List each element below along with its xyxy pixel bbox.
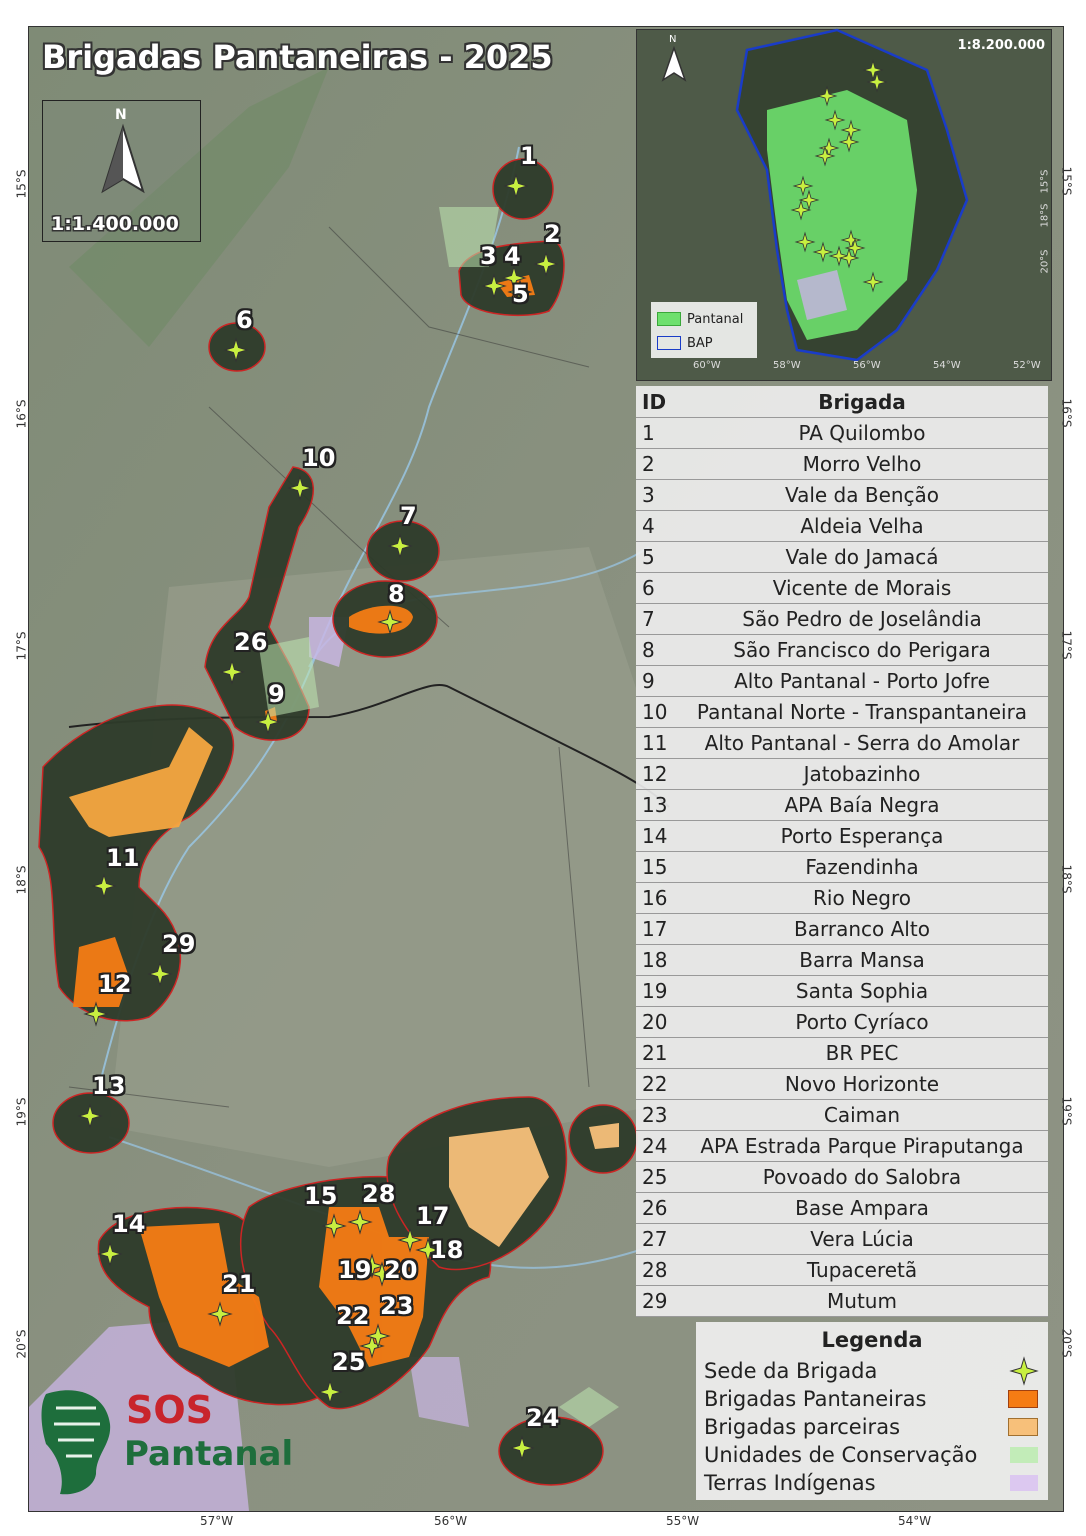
brigade-id-label: 12 [98,970,132,998]
brigade-star-icon[interactable] [388,534,412,558]
inset-star-icon [817,86,837,106]
table-row [636,417,1048,449]
lon-label-56: 56°W [434,1514,468,1528]
brigade-id-label: 18 [430,1236,464,1264]
inset-star-icon [795,232,815,252]
table-row [636,634,1048,666]
logo-sos: SOS [126,1388,214,1432]
inset-legend-bap [657,334,713,352]
inset-legend [651,302,757,358]
table-cell-id: 23 [642,1102,668,1127]
inset-legend-pantanal [657,310,743,328]
table-row [636,1285,1048,1317]
lat-label-17: 17°S [14,631,29,661]
legend-label: Brigadas parceiras [704,1415,901,1439]
legend-item-uc [704,1442,1044,1468]
lat-label-right-19: 19°S [1059,1096,1074,1126]
legend-label: Terras Indígenas [704,1471,876,1495]
legend-swatch [1010,1475,1038,1491]
brigade-id-label: 1 [520,142,537,170]
brigade-id-label: 17 [416,1202,450,1230]
table-header-name: Brigada [818,389,906,414]
table-row [636,758,1048,790]
brigade-id-label: 20 [384,1256,418,1284]
brigade-star-icon[interactable] [208,1302,232,1326]
brigade-star-icon[interactable] [348,1210,372,1234]
brigade-id-label: 14 [112,1210,146,1238]
north-label: N [115,107,127,123]
brigade-id-label: 9 [268,680,285,708]
brigade-id-label: 24 [526,1404,560,1432]
table-row [636,727,1048,759]
brigade-star-icon[interactable] [378,610,402,634]
table-row [636,944,1048,976]
inset-star-icon [839,132,859,152]
brigade-table [636,386,1048,1316]
table-row [636,789,1048,821]
table-cell-name: PA Quilombo [798,420,926,445]
table-cell-name: Vale da Benção [784,482,940,507]
table-cell-id: 8 [642,637,655,662]
table-cell-name: Rio Negro [812,885,912,910]
table-row [636,572,1048,604]
lat-label-right-20: 20°S [1059,1328,1074,1358]
lon-label-55: 55°W [666,1514,700,1528]
table-cell-id: 14 [642,823,668,848]
brigade-id-label: 28 [362,1180,396,1208]
brigade-star-icon[interactable] [288,476,312,500]
inset-star-icon [839,248,859,268]
jaguar-icon [36,1384,116,1500]
brigade-id-label: 29 [162,930,196,958]
lat-label-right-17: 17°S [1059,630,1074,660]
table-cell-name: Porto Cyríaco [795,1009,929,1034]
lat-label-19: 19°S [14,1097,29,1127]
table-cell-name: Mutum [827,1288,897,1313]
table-row [636,510,1048,542]
table-row [636,820,1048,852]
table-row [636,665,1048,697]
legend-label: Sede da Brigada [704,1359,878,1383]
table-header-id: ID [642,389,667,414]
scale-text: 1:1.400.000 [51,213,179,235]
table-cell-id: 18 [642,947,668,972]
lon-label-54: 54°W [898,1514,932,1528]
brigade-star-icon[interactable] [510,1436,534,1460]
brigade-id-label: 11 [106,844,140,872]
inset-star-icon [813,242,833,262]
brigade-id-label: 22 [336,1302,370,1330]
inset-lon-label: 60°W [693,360,721,371]
table-row [636,913,1048,945]
brigade-star-icon[interactable] [98,1242,122,1266]
inset-legend-label: BAP [687,335,713,351]
brigade-star-icon[interactable] [366,1324,390,1348]
pantanal-swatch [657,312,681,326]
table-cell-name: Pantanal Norte - Transpantaneira [696,699,1028,724]
table-cell-name: Santa Sophia [795,978,929,1003]
table-row [636,1068,1048,1100]
brigade-star-icon[interactable] [318,1380,342,1404]
legend-item-ti [704,1470,1044,1496]
table-cell-id: 25 [642,1164,668,1189]
brigade-id-label: 5 [512,280,529,308]
brigade-star-icon[interactable] [256,710,280,734]
brigade-id-label: 13 [92,1072,126,1100]
table-cell-name: Povoado do Salobra [762,1164,962,1189]
table-cell-id: 9 [642,668,655,693]
brigade-id-label: 23 [380,1292,414,1320]
inset-lat-label: 15°S [1039,169,1051,194]
brigade-id-label: 25 [332,1348,366,1376]
inset-lat-label: 18°S [1039,203,1051,228]
table-row [636,1006,1048,1038]
inset-star-icon [791,200,811,220]
inset-lon-label: 54°W [933,360,961,371]
table-cell-id: 6 [642,575,655,600]
table-cell-id: 28 [642,1257,668,1282]
table-cell-name: Novo Horizonte [784,1071,940,1096]
inset-lon-label: 52°W [1013,360,1041,371]
lat-label-right-16: 16°S [1059,398,1074,428]
brigade-star-icon[interactable] [78,1104,102,1128]
brigade-id-label: 7 [400,502,417,530]
north-arrow-box [42,100,201,242]
logo-pantanal: Pantanal [124,1434,294,1474]
brigade-star-icon[interactable] [504,174,528,198]
brigade-star-icon[interactable] [148,962,172,986]
table-cell-name: BR PEC [825,1040,899,1065]
table-row [636,448,1048,480]
table-row [636,1223,1048,1255]
star-icon [1010,1357,1038,1385]
lat-label-15: 15°S [14,169,29,199]
legend-title: Legenda [821,1328,923,1352]
table-cell-name: Tupaceretã [806,1257,918,1282]
bap-swatch [657,336,681,350]
legend-swatch [1008,1390,1038,1408]
brigade-id-label: 8 [388,580,405,608]
lon-label-57: 57°W [200,1514,234,1528]
table-cell-id: 5 [642,544,655,569]
table-cell-id: 24 [642,1133,668,1158]
lat-label-16: 16°S [14,399,29,429]
table-cell-id: 10 [642,699,668,724]
table-cell-id: 15 [642,854,668,879]
table-cell-name: Caiman [823,1102,901,1127]
table-cell-id: 20 [642,1009,668,1034]
table-cell-id: 2 [642,451,655,476]
table-cell-id: 4 [642,513,655,538]
table-row [636,1099,1048,1131]
table-cell-name: APA Baía Negra [784,792,940,817]
table-cell-id: 26 [642,1195,668,1220]
inset-north-label: N [669,34,677,45]
table-row [636,1254,1048,1286]
table-cell-name: Porto Esperança [780,823,944,848]
table-cell-id: 29 [642,1288,668,1313]
brigade-star-icon[interactable] [224,338,248,362]
lat-label-18: 18°S [14,865,29,895]
inset-lon-label: 58°W [773,360,801,371]
table-row [636,1037,1048,1069]
table-cell-id: 17 [642,916,668,941]
legend-item-parceiras [704,1414,1044,1440]
table-cell-name: Base Ampara [795,1195,929,1220]
table-row [636,1192,1048,1224]
brigade-id-label: 10 [302,444,336,472]
brigade-id-label: 4 [504,242,521,270]
table-row [636,882,1048,914]
inset-lon-label: 56°W [853,360,881,371]
inset-star-icon [815,146,835,166]
inset-star-icon [863,272,883,292]
map-title: Brigadas Pantaneiras - 2025 [42,38,553,76]
legend-label: Unidades de Conservação [704,1443,978,1467]
table-cell-id: 7 [642,606,655,631]
table-cell-id: 1 [642,420,655,445]
table-cell-id: 11 [642,730,668,755]
brigade-star-icon[interactable] [92,874,116,898]
brigade-id-label: 19 [338,1256,372,1284]
brigade-star-icon[interactable] [84,1002,108,1026]
table-cell-name: Vale do Jamacá [785,544,939,569]
table-cell-name: Vera Lúcia [810,1226,914,1251]
table-cell-name: Barra Mansa [799,947,925,972]
table-cell-name: Aldeia Velha [800,513,924,538]
table-row [636,851,1048,883]
table-row [636,1130,1048,1162]
legend-swatch [1010,1447,1038,1463]
table-cell-name: Jatobazinho [803,761,921,786]
table-cell-name: Barranco Alto [794,916,930,941]
table-row [636,1161,1048,1193]
lat-label-right-15: 15°S [1059,166,1074,196]
brigade-star-icon[interactable] [322,1214,346,1238]
table-cell-name: Alto Pantanal - Serra do Amolar [704,730,1020,755]
table-row [636,603,1048,635]
table-row [636,696,1048,728]
legend-item-sede [704,1358,1044,1384]
table-cell-id: 3 [642,482,655,507]
lat-label-right-18: 18°S [1059,864,1074,894]
brigade-id-label: 15 [304,1182,338,1210]
brigade-id-label: 21 [222,1270,256,1298]
table-cell-name: Vicente de Morais [772,575,952,600]
table-cell-id: 19 [642,978,668,1003]
inset-scale: 1:8.200.000 [957,38,1045,53]
inset-map [636,29,1052,381]
inset-north-arrow-icon [659,40,689,84]
table-cell-id: 21 [642,1040,668,1065]
brigade-star-icon[interactable] [534,252,558,276]
table-cell-id: 22 [642,1071,668,1096]
brigade-star-icon[interactable] [220,660,244,684]
table-row [636,479,1048,511]
brigade-id-label: 3 [480,242,497,270]
inset-lat-label: 20°S [1039,249,1051,274]
table-cell-id: 13 [642,792,668,817]
table-cell-name: Morro Velho [802,451,922,476]
brigade-id-label: 2 [544,220,561,248]
table-row [636,975,1048,1007]
table-cell-id: 12 [642,761,668,786]
sos-pantanal-logo [36,1384,296,1500]
table-cell-name: Fazendinha [805,854,919,879]
table-cell-id: 16 [642,885,668,910]
inset-legend-label: Pantanal [687,311,744,327]
table-cell-name: APA Estrada Parque Piraputanga [700,1133,1024,1158]
table-cell-name: São Pedro de Joselândia [742,606,982,631]
map-legend [696,1322,1048,1500]
brigade-id-label: 6 [236,306,253,334]
legend-label: Brigadas Pantaneiras [704,1387,927,1411]
lat-label-20: 20°S [14,1329,29,1359]
table-cell-name: Alto Pantanal - Porto Jofre [734,668,990,693]
legend-swatch [1008,1418,1038,1436]
brigade-id-label: 26 [234,628,268,656]
table-row [636,541,1048,573]
table-cell-name: São Francisco do Perigara [733,637,991,662]
table-header [636,386,1048,418]
table-cell-id: 27 [642,1226,668,1251]
inset-star-icon [867,72,887,92]
legend-item-pantaneiras [704,1386,1044,1412]
